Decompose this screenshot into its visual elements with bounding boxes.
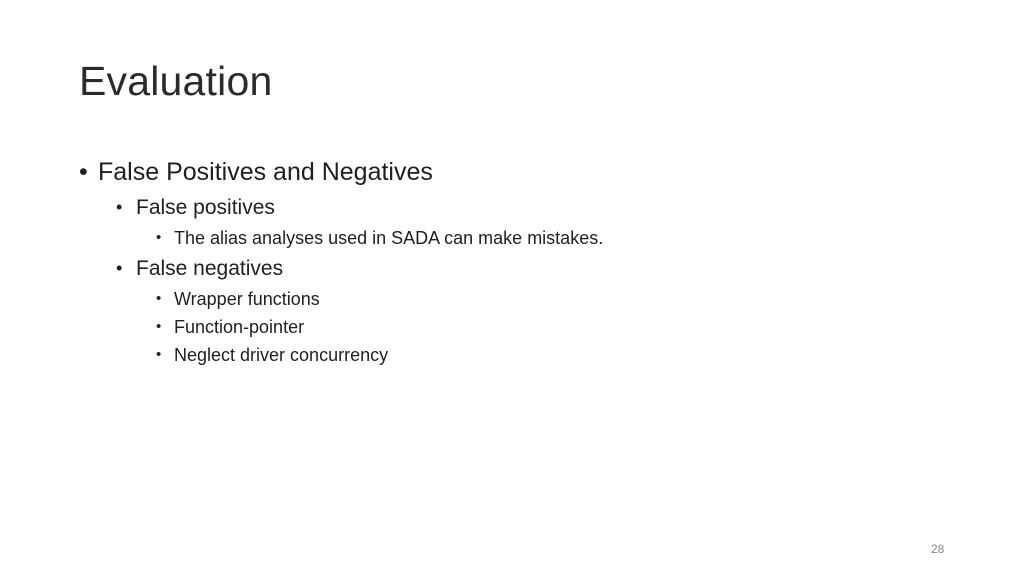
bullet-text: Neglect driver concurrency [174,345,389,365]
bullet-dot-icon: • [156,290,162,307]
bullet-text: False negatives [136,257,284,280]
bullet-level-3 [156,345,556,367]
bullet-dot-icon: • [79,158,88,186]
bullet-level-2 [116,257,416,283]
bullet-text: Function-pointer [174,317,305,337]
page-number: 28 [931,542,945,556]
bullet-level-3 [156,228,656,250]
bullet-level-3 [156,289,556,311]
bullet-dot-icon: • [116,197,123,217]
bullet-dot-icon: • [156,229,162,246]
bullet-text: Wrapper functions [174,289,320,309]
bullet-level-3 [156,317,556,339]
bullet-dot-icon: • [116,258,123,278]
bullet-level-2 [116,196,416,222]
bullet-level-1 [79,158,479,188]
bullet-text: The alias analyses used in SADA can make mistakes. [174,228,604,248]
slide-title: Evaluation [79,58,273,104]
bullet-text: False Positives and Negatives [98,158,433,186]
bullet-text: False positives [136,196,275,219]
bullet-dot-icon: • [156,318,162,335]
bullet-dot-icon: • [156,346,162,363]
